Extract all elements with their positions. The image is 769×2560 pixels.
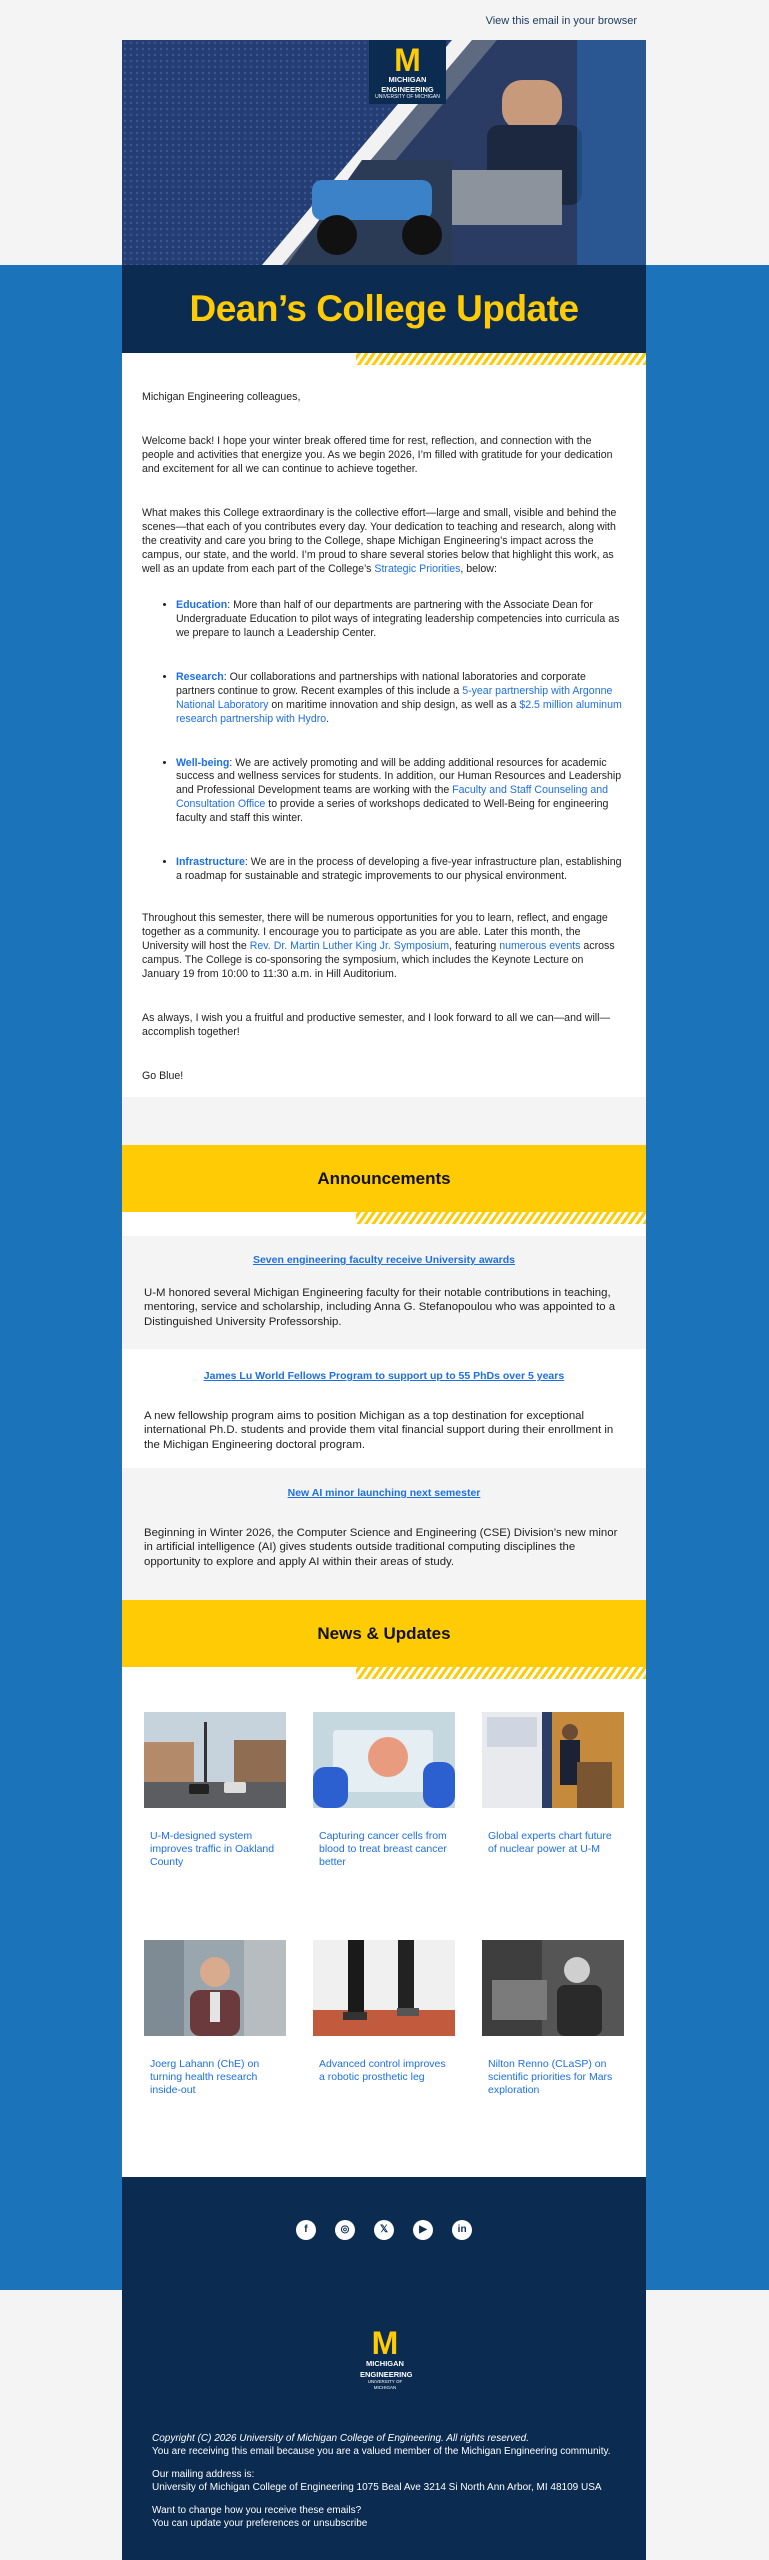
hatch-stripe	[356, 1667, 646, 1679]
hero-image	[122, 40, 646, 265]
logo-line-2: ENGINEERING	[381, 85, 434, 94]
news-caption[interactable]: Nilton Renno (CLaSP) on scientific priorities for Mars exploration	[488, 2058, 613, 2097]
news-caption[interactable]: Global experts chart future of nuclear power at U-M	[488, 1830, 612, 1856]
bullet-keyword: Education	[176, 598, 228, 611]
hydro-partnership-link[interactable]: $2.5 million aluminum research partnership with Hydro	[176, 698, 622, 725]
text: on maritime innovation and ship design, as well as a	[268, 698, 520, 711]
logo-line-1: MICHIGAN	[366, 2359, 404, 2368]
text: Throughout this semester, there will be numerous opportunities for you to learn, reflect, and engage together as a community. I encourage you to participate as you are able. Later this month, the University will host the	[142, 912, 608, 953]
mailing-address: University of Michigan College of Engineering 1075 Beal Ave 3214 Si North Ann Arbor, MI 48109 USA	[152, 2481, 602, 2493]
announcement-link[interactable]: James Lu World Fellows Program to support up to 55 PhDs over 5 years	[203, 1370, 565, 1382]
text: , below:	[460, 562, 497, 575]
footer-text	[152, 2433, 622, 2530]
hatch-stripe	[356, 1212, 646, 1224]
letter-paragraph-2	[142, 507, 624, 577]
mlk-symposium-link[interactable]: Rev. Dr. Martin Luther King Jr. Symposium	[249, 940, 450, 953]
argonne-partnership-link[interactable]: 5-year partnership with Argonne National Laboratory	[176, 684, 613, 711]
text: : We are in the process of developing a five-year infrastructure plan, establishing a roadmap for sustainable and strategic improvements to our physical environment.	[176, 856, 622, 883]
spacer	[122, 1224, 646, 1236]
letter-paragraph-3	[142, 912, 624, 982]
news-grid	[122, 1679, 646, 2177]
x-icon[interactable]: 𝕏	[374, 2220, 394, 2240]
michigan-engineering-logo	[369, 40, 446, 104]
bullet-keyword: Infrastructure	[176, 856, 245, 869]
letter-paragraph-5: Go Blue!	[142, 1070, 184, 1083]
news-card[interactable]	[313, 1940, 455, 2084]
news-caption[interactable]: Advanced control improves a robotic prosthetic leg	[319, 2058, 446, 2084]
block-m-logo: M	[371, 2325, 399, 2361]
text: , featuring	[449, 940, 500, 953]
logo-line-3: UNIVERSITY OF MICHIGAN	[375, 94, 440, 100]
text: What makes this College extraordinary is the collective effort—large and small, visible and behind the scenes—that each of you contributes every day. Your dedication to teaching and research, along with the creativity and care you bring to the College, shape Michigan Engineering’s impact across the campus, our state, and the world. I’m proud to share several stories below that highlight this work, as well as an update from each part of the College’s	[142, 506, 617, 575]
news-caption[interactable]: Joerg Lahann (ChE) on turning health research inside-out	[150, 2058, 260, 2097]
list-item	[176, 671, 624, 727]
footer-logo	[360, 2325, 413, 2391]
priorities-list	[176, 599, 624, 885]
list-item	[176, 856, 624, 884]
news-heading: News & Updates	[122, 1600, 646, 1667]
announcement-body: Beginning in Winter 2026, the Computer Science and Engineering (CSE) Division’s new minor in artificial intelligence (AI) gives students outside traditional computing disciplines the opportunity to explore and apply AI within their areas of study.	[144, 1526, 618, 1569]
stripe-divider	[122, 1667, 646, 1679]
instagram-icon[interactable]: ◎	[335, 2220, 355, 2240]
news-card[interactable]	[313, 1712, 455, 1869]
bullet-keyword: Well-being	[176, 756, 230, 769]
strategic-priorities-link[interactable]: Strategic Priorities	[374, 562, 461, 575]
news-card[interactable]	[144, 1712, 286, 1869]
greeting: Michigan Engineering colleagues,	[142, 391, 301, 403]
letter-paragraph-4: As always, I wish you a fruitful and productive semester, and I look forward to all we can—and will—accomplish together!	[142, 1012, 611, 1039]
traffic-photo[interactable]	[144, 1712, 286, 1808]
announcement-body: A new fellowship program aims to position Michigan as a top destination for exceptional international Ph.D. students and provide them vital financial support during their enrollment in the Michigan Engineering doctoral program.	[144, 1409, 614, 1452]
social-icons	[122, 2220, 646, 2240]
linkedin-icon[interactable]: in	[452, 2220, 472, 2240]
news-card[interactable]	[482, 1940, 624, 2097]
title-band	[122, 265, 646, 353]
copyright: Copyright (C) 2026 University of Michigan College of Engineering. All rights reserved.	[152, 2433, 530, 2444]
text: : More than half of our departments are partnering with the Associate Dean for Undergraduate Education to pilot ways of integrating leadership competencies into curricula as we prepare to launch a Leadership Center.	[176, 598, 620, 639]
cancer-cells-photo[interactable]	[313, 1712, 455, 1808]
numerous-events-link[interactable]: numerous events	[499, 940, 581, 953]
social-bar	[122, 2177, 646, 2290]
facebook-icon[interactable]: f	[296, 2220, 316, 2240]
change-prompt: Want to change how you receive these emails?	[152, 2505, 362, 2516]
counseling-office-link[interactable]: Faculty and Staff Counseling and Consultation Office	[176, 784, 609, 811]
lahann-portrait-photo[interactable]	[144, 1940, 286, 2036]
list-item	[176, 599, 624, 641]
stripe-divider	[122, 1212, 646, 1224]
announcement-item	[122, 1236, 646, 1349]
text: to provide a series of workshops dedicated to Well-Being for engineering faculty and staff this winter.	[176, 798, 609, 825]
spacer	[122, 1097, 646, 1145]
announcement-item	[122, 1349, 646, 1468]
nuclear-panel-photo[interactable]	[482, 1712, 624, 1808]
logo-line-3: UNIVERSITY OF MICHIGAN	[367, 2379, 403, 2390]
view-in-browser-link[interactable]: View this email in your browser	[485, 15, 637, 27]
block-m-logo: M	[394, 42, 421, 78]
announcement-link[interactable]: New AI minor launching next semester	[287, 1487, 481, 1499]
letter-paragraph-1: Welcome back! I hope your winter break offered time for rest, reflection, and connection with the people and activities that energize you. As we begin 2026, I’m filled with gratitude for your dedication and excitement for all we can continue to achieve together.	[142, 434, 613, 475]
footer	[122, 2290, 646, 2560]
text: : Our collaborations and partnerships with national laboratories and corporate partners continue to grow. Recent examples of this include a	[176, 670, 586, 697]
news-card[interactable]	[144, 1940, 286, 2097]
announcement-item	[122, 1468, 646, 1600]
announcements-heading: Announcements	[122, 1145, 646, 1212]
announcement-body: U-M honored several Michigan Engineering faculty for their notable contributions in teaching, mentoring, service and scholarship, including Anna G. Stefanopoulou who was appointed to a Distinguished University Professorship.	[144, 1286, 616, 1329]
stripe-divider	[122, 353, 646, 365]
receiving-reason: You are receiving this email because you are a valued member of the Michigan Engineering community.	[152, 2445, 611, 2457]
news-card[interactable]	[482, 1712, 624, 1856]
hatch-stripe	[356, 353, 646, 365]
news-caption[interactable]: U-M-designed system improves traffic in Oakland County	[150, 1830, 275, 1869]
prosthetic-leg-photo[interactable]	[313, 1940, 455, 2036]
text: across campus. The College is co-sponsoring the symposium, which includes the Keynote Lecture on January 19 from 10:00 to 11:30 a.m. in Hill Auditorium.	[142, 940, 615, 981]
bullet-keyword: Research	[176, 670, 224, 683]
renno-lab-photo[interactable]	[482, 1940, 624, 2036]
logo-line-1: MICHIGAN	[388, 75, 427, 84]
text: : We are actively promoting and will be adding additional resources for academic success and wellness services for students. In addition, our Human Resources and Leadership and Professional Development teams are working with the	[176, 756, 622, 797]
page-title: Dean’s College Update	[189, 288, 579, 329]
list-item	[176, 757, 624, 827]
logo-line-2: ENGINEERING	[360, 2370, 413, 2379]
news-caption[interactable]: Capturing cancer cells from blood to treat breast cancer better	[319, 1830, 447, 1869]
dean-letter	[122, 365, 646, 1097]
preferences-link[interactable]: You can update your preferences or unsubscribe	[152, 2517, 368, 2529]
youtube-icon[interactable]: ▶	[413, 2220, 433, 2240]
mailing-label: Our mailing address is:	[152, 2469, 255, 2480]
announcement-link[interactable]: Seven engineering faculty receive University awards	[252, 1254, 516, 1266]
text: .	[326, 712, 330, 725]
